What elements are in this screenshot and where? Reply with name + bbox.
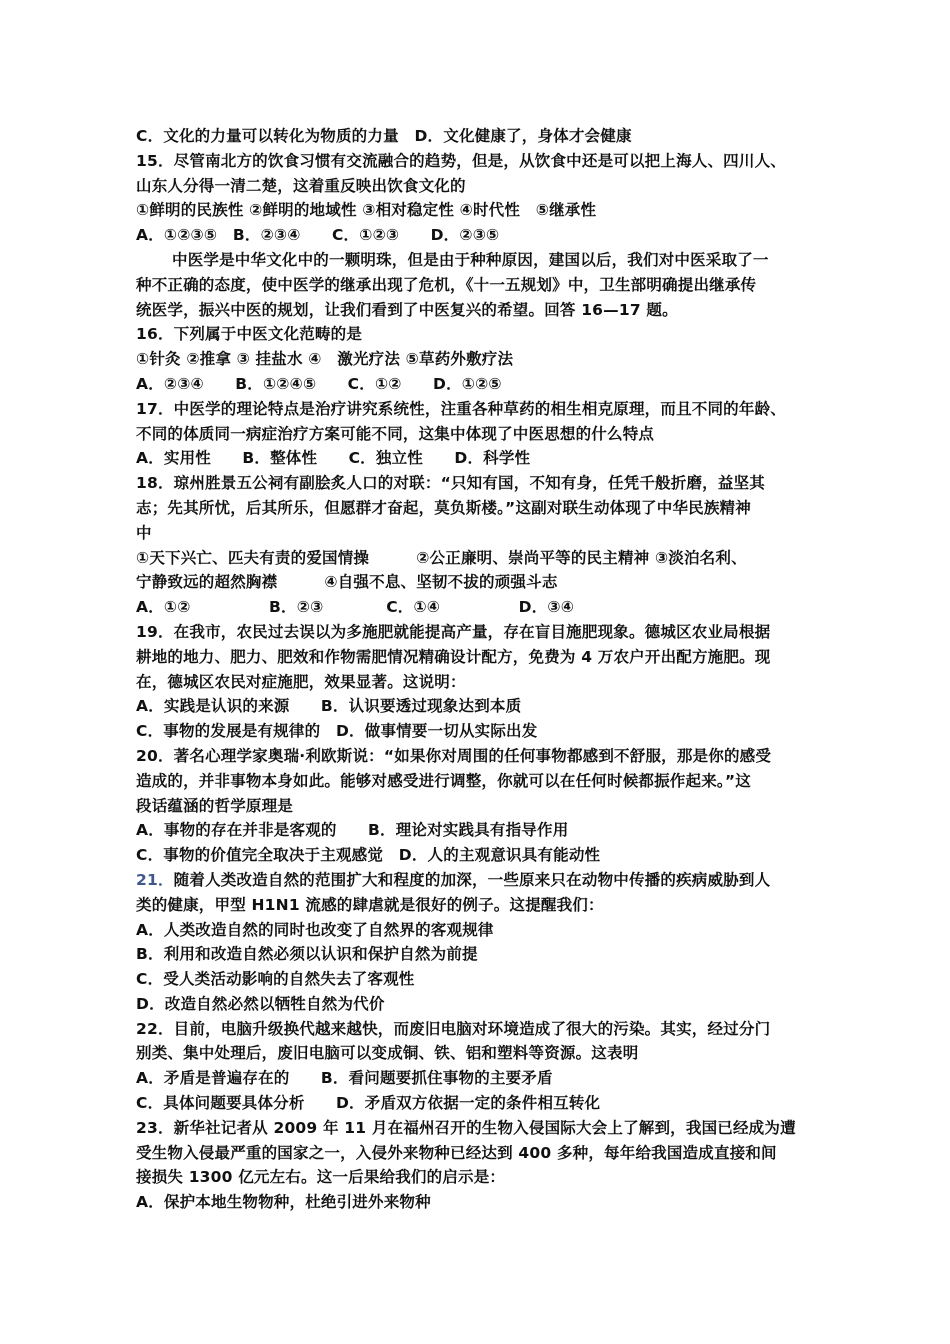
text-line: 中 (136, 523, 152, 542)
text-line: A．矛盾是普遍存在的 B．看问题要抓住事物的主要矛盾 (136, 1069, 553, 1088)
text-line: 受生物入侵最严重的国家之一，入侵外来物种已经达到 400 多种，每年给我国造成直接和间 (136, 1143, 777, 1162)
text-line: A．人类改造自然的同时也改变了自然界的客观规律 (136, 920, 494, 939)
question-number: 21． (136, 870, 174, 889)
text-line: 23．新华社记者从 2009 年 11 月在福州召开的生物入侵国际大会上了解到，我国已经成为遭 (136, 1118, 796, 1137)
text-line: 统医学，振兴中医的规划，让我们看到了中医复兴的希望。回答 16—17 题。 (136, 300, 678, 319)
text-line: 19．在我市，农民过去误以为多施肥就能提高产量，存在盲目施肥现象。德城区农业局根据 (136, 622, 771, 641)
text-line: 不同的体质同一病症治疗方案可能不同，这集中体现了中医思想的什么特点 (136, 424, 655, 443)
text-line: 类的健康，甲型 H1N1 流感的肆虐就是很好的例子。这提醒我们： (136, 895, 604, 914)
line-text: 随着人类改造自然的范围扩大和程度的加深，一些原来只在动物中传播的疾病威胁到人 (173, 870, 771, 889)
text-line: 山东人分得一清二楚，这着重反映出饮食文化的 (136, 176, 466, 195)
text-line: A．实践是认识的来源 B．认识要透过现象达到本质 (136, 697, 522, 716)
text-line: A．①② B．②③ C．①④ D．③④ (136, 598, 575, 617)
text-line: A．保护本地生物物种，杜绝引进外来物种 (136, 1193, 431, 1212)
text-line: C．文化的力量可以转化为物质的力量 D．文化健康了，身体才会健康 (136, 127, 632, 145)
text-line: 接损失 1300 亿元左右。这一后果给我们的启示是： (136, 1168, 506, 1187)
text-line: A．事物的存在并非是客观的 B．理论对实践具有指导作用 (136, 821, 569, 840)
text-line: ①天下兴亡、匹夫有责的爱国情操 ②公正廉明、崇尚平等的民主精神 ③淡泊名利、 (136, 548, 747, 567)
exam-page (136, 124, 826, 1215)
text-line: 22．目前，电脑升级换代越来越快，而废旧电脑对环境造成了很大的污染。其实，经过分门 (136, 1019, 771, 1038)
text-line: 在，德城区农民对症施肥，效果显著。这说明： (136, 672, 466, 691)
text-line: 志；先其所忧，后其所乐，但愿群才奋起，莫负斯楼。”这副对联生动体现了中华民族精神 (136, 498, 751, 517)
text-line: D．改造自然必然以牺牲自然为代价 (136, 994, 385, 1013)
text-line: ①鲜明的民族性 ②鲜明的地域性 ③相对稳定性 ④时代性 ⑤继承性 (136, 201, 597, 220)
text-line: 造成的，并非事物本身如此。能够对感受进行调整，你就可以在任何时候都振作起来。”这 (136, 771, 751, 790)
text-line: ①针灸 ②推拿 ③ 挂盐水 ④ 激光疗法 ⑤草药外敷疗法 (136, 350, 514, 369)
text-line: A．实用性 B．整体性 C．独立性 D．科学性 (136, 449, 531, 468)
text-line: 15．尽管南北方的饮食习惯有交流融合的趋势，但是，从饮食中还是可以把上海人、四川人、 (136, 151, 786, 170)
text-line: 耕地的地力、肥力、肥效和作物需肥情况精确设计配方，免费为 4 万农户开出配方施肥。现 (136, 647, 771, 666)
text-line: 种不正确的态度，使中医学的继承出现了危机，《十一五规划》中，卫生部明确提出继承传 (136, 275, 757, 294)
text-line: 宁静致远的超然胸襟 ④自强不息、坚韧不拔的顽强斗志 (136, 573, 558, 592)
text-line: C．事物的价值完全取决于主观感觉 D．人的主观意识具有能动性 (136, 846, 601, 865)
text-line: 别类、集中处理后，废旧电脑可以变成铜、铁、铝和塑料等资源。这表明 (136, 1044, 639, 1063)
text-line: B．利用和改造自然必须以认识和保护自然为前提 (136, 945, 478, 964)
text-line: A．②③④ B．①②④⑤ C．①② D．①②⑤ (136, 374, 502, 393)
text-line: 20．著名心理学家奥瑞·利欧斯说：“如果你对周围的任何事物都感到不舒服，那是你的感受 (136, 746, 772, 765)
text-line: C．事物的发展是有规律的 D．做事情要一切从实际出发 (136, 722, 538, 741)
text-line: A．①②③⑤ B．②③④ C．①②③ D．②③⑤ (136, 226, 500, 245)
text-line: 16．下列属于中医文化范畴的是 (136, 325, 363, 344)
text-line: 中医学是中华文化中的一颗明珠，但是由于种种原因，建国以后，我们对中医采取了一 (172, 250, 769, 269)
text-line: 段话蕴涵的哲学原理是 (136, 796, 294, 815)
text-line: 18．琼州胜景五公祠有副脍炙人口的对联：“只知有国，不知有身，任凭千般折磨，益坚其 (136, 474, 765, 493)
text-line: C．受人类活动影响的自然失去了客观性 (136, 970, 415, 989)
text-line: C．具体问题要具体分析 D．矛盾双方依据一定的条件相互转化 (136, 1094, 601, 1113)
text-line (136, 868, 826, 893)
text-line: 17．中医学的理论特点是治疗讲究系统性，注重各种草药的相生相克原理，而且不同的年龄、 (136, 399, 786, 418)
